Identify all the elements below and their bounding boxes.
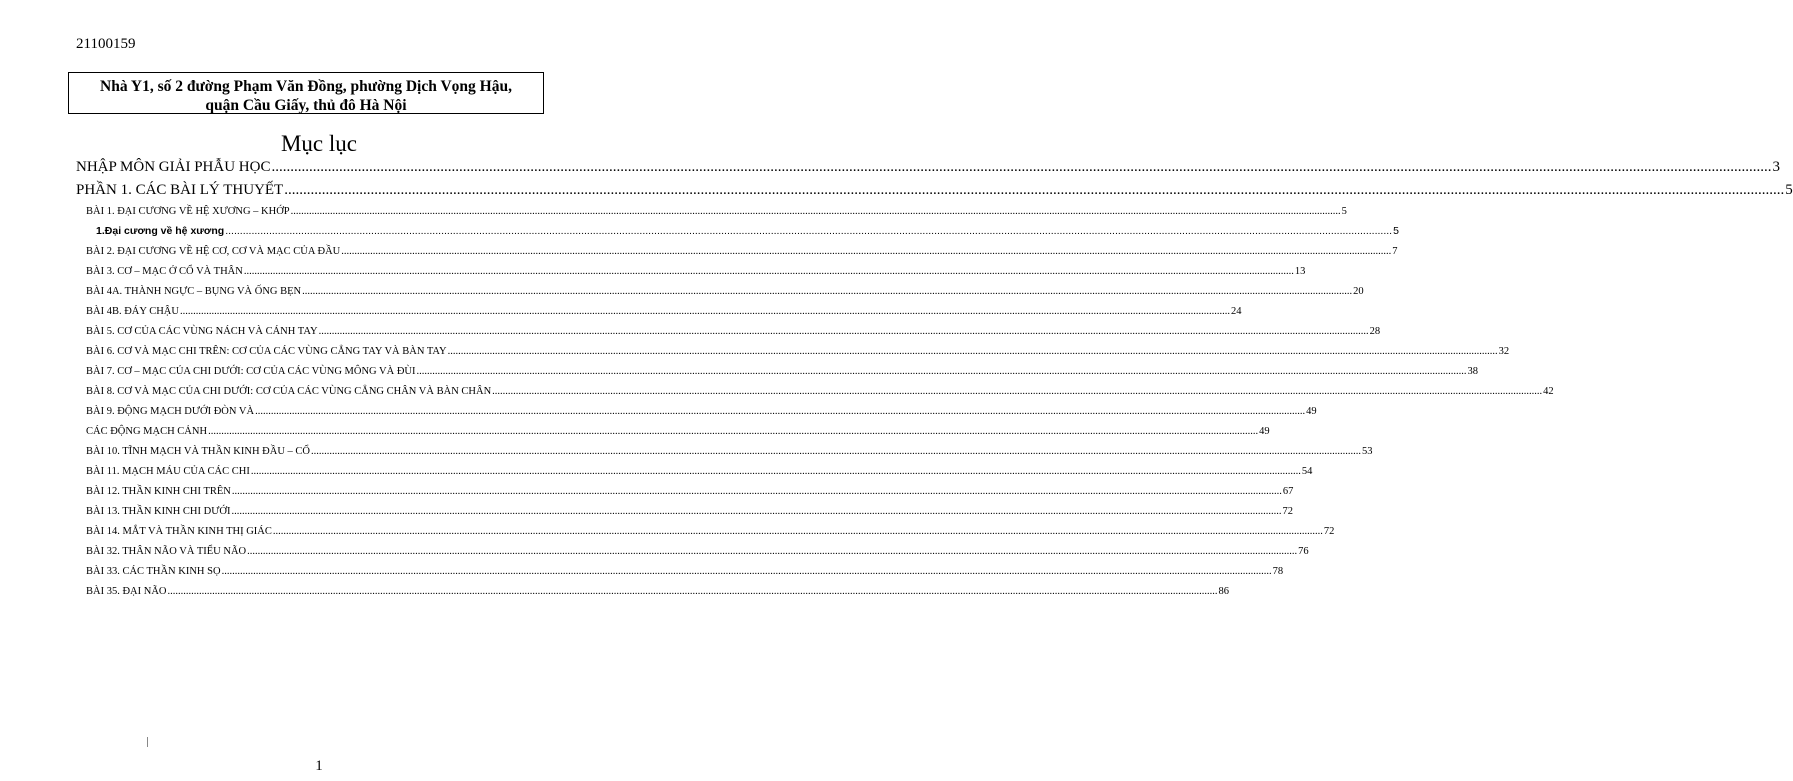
toc-entry[interactable] <box>86 442 1373 457</box>
toc-entry[interactable] <box>86 362 1478 377</box>
toc-leader-dots: ................................................................................................................................................................................................................................................................................................................................................................................................................ <box>311 446 1362 457</box>
toc-leader-dots: ................................................................................................................................................................................................................................................................................................................................................................................................................ <box>243 266 1294 277</box>
toc-entry-label: BÀI 9. ĐỘNG MẠCH DƯỚI ĐÒN VÀ <box>86 406 255 417</box>
toc-entry-page: 76 <box>1298 546 1309 557</box>
address-line-2: quận Cầu Giấy, thủ đô Hà Nội <box>205 97 407 114</box>
toc-entry[interactable] <box>86 342 1510 357</box>
toc-leader-dots: ................................................................................................................................................................................................................................................................................................................................................................................................................ <box>492 386 1543 397</box>
toc-entry-label: BÀI 1. ĐẠI CƯƠNG VỀ HỆ XƯƠNG – KHỚP <box>86 206 290 217</box>
toc-entry-page: 5 <box>1785 182 1793 198</box>
toc-entry-page: 54 <box>1301 466 1313 477</box>
toc-entry-page: 72 <box>1323 526 1335 537</box>
toc-entry[interactable] <box>86 522 1335 537</box>
toc-entry-page: 24 <box>1230 306 1242 317</box>
toc-leader-dots: ................................................................................................................................................................................................................................................................................................................................................................................................................ <box>221 566 1272 577</box>
toc-entry-page: 13 <box>1294 266 1306 277</box>
toc-entry[interactable] <box>86 202 1347 217</box>
toc-entry-label: BÀI 2. ĐẠI CƯƠNG VỀ HỆ CƠ, CƠ VÀ MẠC CỦA ĐẦU <box>86 246 341 257</box>
toc-leader-dots: ................................................................................................................................................................................................................................................................................................................................................................................................................ <box>225 225 1393 237</box>
toc-leader-dots: ................................................................................................................................................................................................................................................................................................................................................................................................................ <box>302 286 1353 297</box>
toc-entry-number: 1. <box>96 225 105 237</box>
toc-entry-page: 5 <box>1393 225 1399 237</box>
address-box <box>68 72 544 114</box>
toc-leader-dots: ................................................................................................................................................................................................................................................................................................................................................................................................................ <box>231 486 1282 497</box>
toc-entry-label: NHẬP MÔN GIẢI PHẪU HỌC <box>76 159 271 175</box>
toc-entry[interactable] <box>86 382 1554 397</box>
toc-entry-page: 67 <box>1282 486 1294 497</box>
toc-entry-page: 49 <box>1259 426 1270 437</box>
toc-entry[interactable] <box>86 462 1313 477</box>
toc-entry-label: BÀI 10. TĨNH MẠCH VÀ THẦN KINH ĐẦU – CỔ <box>86 446 311 457</box>
toc-entry[interactable] <box>76 179 1793 199</box>
toc-entry-label: PHẦN 1. CÁC BÀI LÝ THUYẾT <box>76 182 284 198</box>
toc-entry-label: BÀI 4B. ĐÁY CHẬU <box>86 306 179 317</box>
toc-entry[interactable] <box>86 322 1381 337</box>
toc-entry-page: 86 <box>1218 586 1229 597</box>
toc-entry[interactable] <box>86 562 1284 577</box>
address-line-1: Nhà Y1, số 2 đường Phạm Văn Đồng, phường Dịch Vọng Hậu, <box>100 78 512 95</box>
toc-entry[interactable] <box>86 582 1229 597</box>
toc-entry-page: 38 <box>1467 366 1478 377</box>
toc-entry[interactable] <box>76 156 1780 176</box>
toc-entry-label: BÀI 12. THẦN KINH CHI TRÊN <box>86 486 231 497</box>
toc-entry-label: BÀI 14. MẮT VÀ THẦN KINH THỊ GIÁC <box>86 526 272 537</box>
toc-entry[interactable] <box>86 502 1293 517</box>
toc-leader-dots: ................................................................................................................................................................................................................................................................................................................................................................................................................ <box>231 506 1282 517</box>
toc-entry[interactable] <box>86 282 1364 297</box>
toc-entry-page: 20 <box>1353 286 1364 297</box>
toc-entry-page: 3 <box>1772 159 1780 175</box>
toc-entry[interactable] <box>86 242 1398 257</box>
document-id: 21100159 <box>76 36 136 52</box>
toc-entry[interactable] <box>86 422 1270 437</box>
toc-entry[interactable] <box>86 402 1317 417</box>
toc-leader-dots: ................................................................................................................................................................................................................................................................................................................................................................................................................ <box>318 326 1369 337</box>
toc-entry[interactable] <box>96 222 1399 237</box>
toc-title: Mục lục <box>280 131 357 156</box>
toc-entry-label: BÀI 11. MẠCH MÁU CỦA CÁC CHI <box>86 466 250 477</box>
toc-entry-label: BÀI 7. CƠ – MẠC CỦA CHI DƯỚI: CƠ CỦA CÁC VÙNG MÔNG VÀ ĐÙI <box>86 366 416 377</box>
toc-entry-label: BÀI 4A. THÀNH NGỰC – BỤNG VÀ ỐNG BẸN <box>86 286 302 297</box>
toc-entry-page: 72 <box>1282 506 1293 517</box>
toc-leader-dots: ................................................................................................................................................................................................................................................................................................................................................................................................................ <box>167 586 1218 597</box>
toc-entry-label: BÀI 5. CƠ CỦA CÁC VÙNG NÁCH VÀ CÁNH TAY <box>86 326 318 337</box>
toc-leader-dots: ................................................................................................................................................................................................................................................................................................................................................................................................................ <box>272 526 1323 537</box>
toc-leader-dots: ................................................................................................................................................................................................................................................................................................................................................................................................................ <box>250 466 1301 477</box>
toc-entry-label: BÀI 3. CƠ – MẠC Ở CỔ VÀ THÂN <box>86 266 243 277</box>
toc-entry-page: 53 <box>1362 446 1373 457</box>
toc-entry-label: BÀI 32. THÂN NÃO VÀ TIỂU NÃO <box>86 546 247 557</box>
toc-entry-page: 28 <box>1369 326 1381 337</box>
toc-leader-dots: ................................................................................................................................................................................................................................................................................................................................................................................................................ <box>341 246 1392 257</box>
margin-mark <box>147 737 148 747</box>
toc-leader-dots: ................................................................................................................................................................................................................................................................................................................................................................................................................ <box>255 406 1306 417</box>
toc-leader-dots: ................................................................................................................................................................................................................................................................................................................................................................................................................ <box>271 159 1772 175</box>
toc-leader-dots: ................................................................................................................................................................................................................................................................................................................................................................................................................ <box>179 306 1230 317</box>
toc-entry-label: BÀI 35. ĐẠI NÃO <box>86 586 167 597</box>
toc-entry-page: 49 <box>1306 406 1317 417</box>
toc-entry-label: BÀI 8. CƠ VÀ MẠC CỦA CHI DƯỚI: CƠ CỦA CÁC VÙNG CẲNG CHÂN VÀ BÀN CHÂN <box>86 386 492 397</box>
page-number: 1 <box>315 758 323 774</box>
toc-entry[interactable] <box>86 302 1242 317</box>
toc-entry-label: CÁC ĐỘNG MẠCH CẢNH <box>86 426 208 437</box>
toc-entry[interactable] <box>86 482 1294 497</box>
toc-entry-label: BÀI 13. THẦN KINH CHI DƯỚI <box>86 506 231 517</box>
toc-entry-page: 32 <box>1498 346 1510 357</box>
toc-entry-page: 5 <box>1341 206 1347 217</box>
toc-entry-label: Đại cương về hệ xương <box>104 225 225 237</box>
toc-leader-dots: ................................................................................................................................................................................................................................................................................................................................................................................................................ <box>416 366 1467 377</box>
toc-entry[interactable] <box>86 262 1306 277</box>
toc-leader-dots: ................................................................................................................................................................................................................................................................................................................................................................................................................ <box>290 206 1341 217</box>
toc-entry-page: 7 <box>1392 246 1398 257</box>
toc-entry-label: BÀI 33. CÁC THẦN KINH SỌ <box>86 566 221 577</box>
toc-leader-dots: ................................................................................................................................................................................................................................................................................................................................................................................................................ <box>447 346 1498 357</box>
toc-entry-page: 42 <box>1543 386 1554 397</box>
toc-entry[interactable] <box>86 542 1309 557</box>
toc-leader-dots: ................................................................................................................................................................................................................................................................................................................................................................................................................ <box>208 426 1259 437</box>
toc-leader-dots: ................................................................................................................................................................................................................................................................................................................................................................................................................ <box>284 182 1785 198</box>
toc-entry-page: 78 <box>1272 566 1284 577</box>
toc-entry-label: BÀI 6. CƠ VÀ MẠC CHI TRÊN: CƠ CỦA CÁC VÙNG CẲNG TAY VÀ BÀN TAY <box>86 346 447 357</box>
toc-leader-dots: ................................................................................................................................................................................................................................................................................................................................................................................................................ <box>247 546 1298 557</box>
